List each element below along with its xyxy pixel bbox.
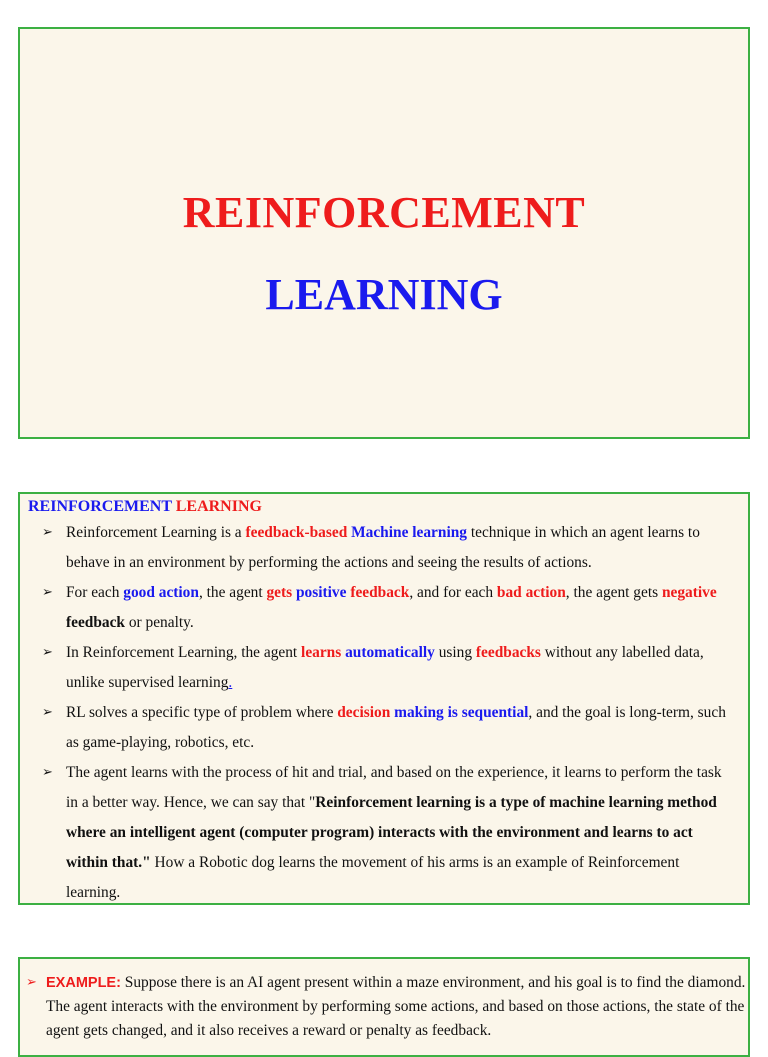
slide-heading bbox=[28, 498, 262, 516]
content-slide bbox=[18, 492, 750, 905]
text: The agent learns with the process of hit and trial, and based on the experience, it learns to perform the task in a better way. Hence, we can say that " bbox=[66, 764, 722, 811]
highlight-red: feedbacks bbox=[475, 644, 541, 661]
arrow-bullet-icon: ➢ bbox=[42, 705, 53, 720]
title-line-2: LEARNING bbox=[265, 270, 503, 319]
list-item bbox=[42, 638, 732, 698]
text: , the agent gets bbox=[565, 584, 662, 601]
highlight-blue: automatically bbox=[345, 644, 435, 661]
title-line-1: REINFORCEMENT bbox=[182, 188, 586, 237]
list-item bbox=[42, 698, 732, 758]
bold-definition: Reinforcement learning is a type of machine learning method where an intelligent agent (computer program) interacts with the environment and learns to act within that." bbox=[66, 794, 717, 871]
arrow-bullet-icon: ➢ bbox=[42, 765, 53, 780]
example-slide bbox=[18, 957, 750, 1057]
heading-part-1: REINFORCEMENT bbox=[28, 498, 172, 515]
example-text: Suppose there is an AI agent present within a maze environment, and his goal is to find the diamond. The agent interacts with the environment by performing some actions, and based on those actions, the state of the agent gets changed, and it also receives a reward or penalty as feedback. bbox=[46, 974, 746, 1039]
text: RL solves a specific type of problem where bbox=[66, 704, 338, 721]
highlight-red: feedback bbox=[350, 584, 410, 601]
text: or penalty. bbox=[125, 614, 194, 631]
text: without any labelled data, unlike supervised learning bbox=[66, 644, 704, 691]
bullet-list bbox=[42, 518, 732, 908]
text: , and the goal is long-term, such as game-playing, robotics, etc. bbox=[66, 704, 726, 751]
example-label: EXAMPLE: bbox=[46, 975, 121, 991]
highlight-red: feedback-based bbox=[245, 524, 348, 541]
highlight-red: decision bbox=[337, 704, 391, 721]
highlight-red: negative bbox=[661, 584, 717, 601]
text: Reinforcement Learning is a bbox=[66, 524, 246, 541]
title-slide bbox=[18, 27, 750, 439]
text: , the agent bbox=[198, 584, 267, 601]
text: In Reinforcement Learning, the agent bbox=[66, 644, 302, 661]
highlight-blue: good action bbox=[123, 584, 199, 601]
arrow-bullet-icon: ➢ bbox=[42, 645, 53, 660]
text: using bbox=[434, 644, 476, 661]
bold-text: feedback bbox=[66, 614, 125, 631]
highlight-red: learns bbox=[301, 644, 342, 661]
text: , and for each bbox=[409, 584, 497, 601]
link-dot[interactable]: . bbox=[228, 674, 233, 691]
text: For each bbox=[66, 584, 124, 601]
highlight-red: gets bbox=[266, 584, 293, 601]
arrow-bullet-icon: ➢ bbox=[42, 525, 53, 540]
arrow-bullet-icon: ➢ bbox=[42, 585, 53, 600]
list-item bbox=[42, 518, 732, 578]
highlight-blue: making is sequential bbox=[394, 704, 529, 721]
highlight-blue: Machine learning bbox=[351, 524, 467, 541]
text: How a Robotic dog learns the movement of his arms is an example of Reinforcement learning. bbox=[66, 854, 680, 901]
arrow-bullet-icon: ➢ bbox=[26, 975, 37, 990]
highlight-blue: positive bbox=[296, 584, 347, 601]
highlight-red: bad action bbox=[496, 584, 566, 601]
list-item bbox=[42, 578, 732, 638]
example-paragraph bbox=[26, 971, 746, 1043]
list-item bbox=[42, 758, 732, 908]
text: technique in which an agent learns to behave in an environment by performing the actions and seeing the results of actions. bbox=[66, 524, 700, 571]
heading-part-2: LEARNING bbox=[175, 498, 262, 515]
